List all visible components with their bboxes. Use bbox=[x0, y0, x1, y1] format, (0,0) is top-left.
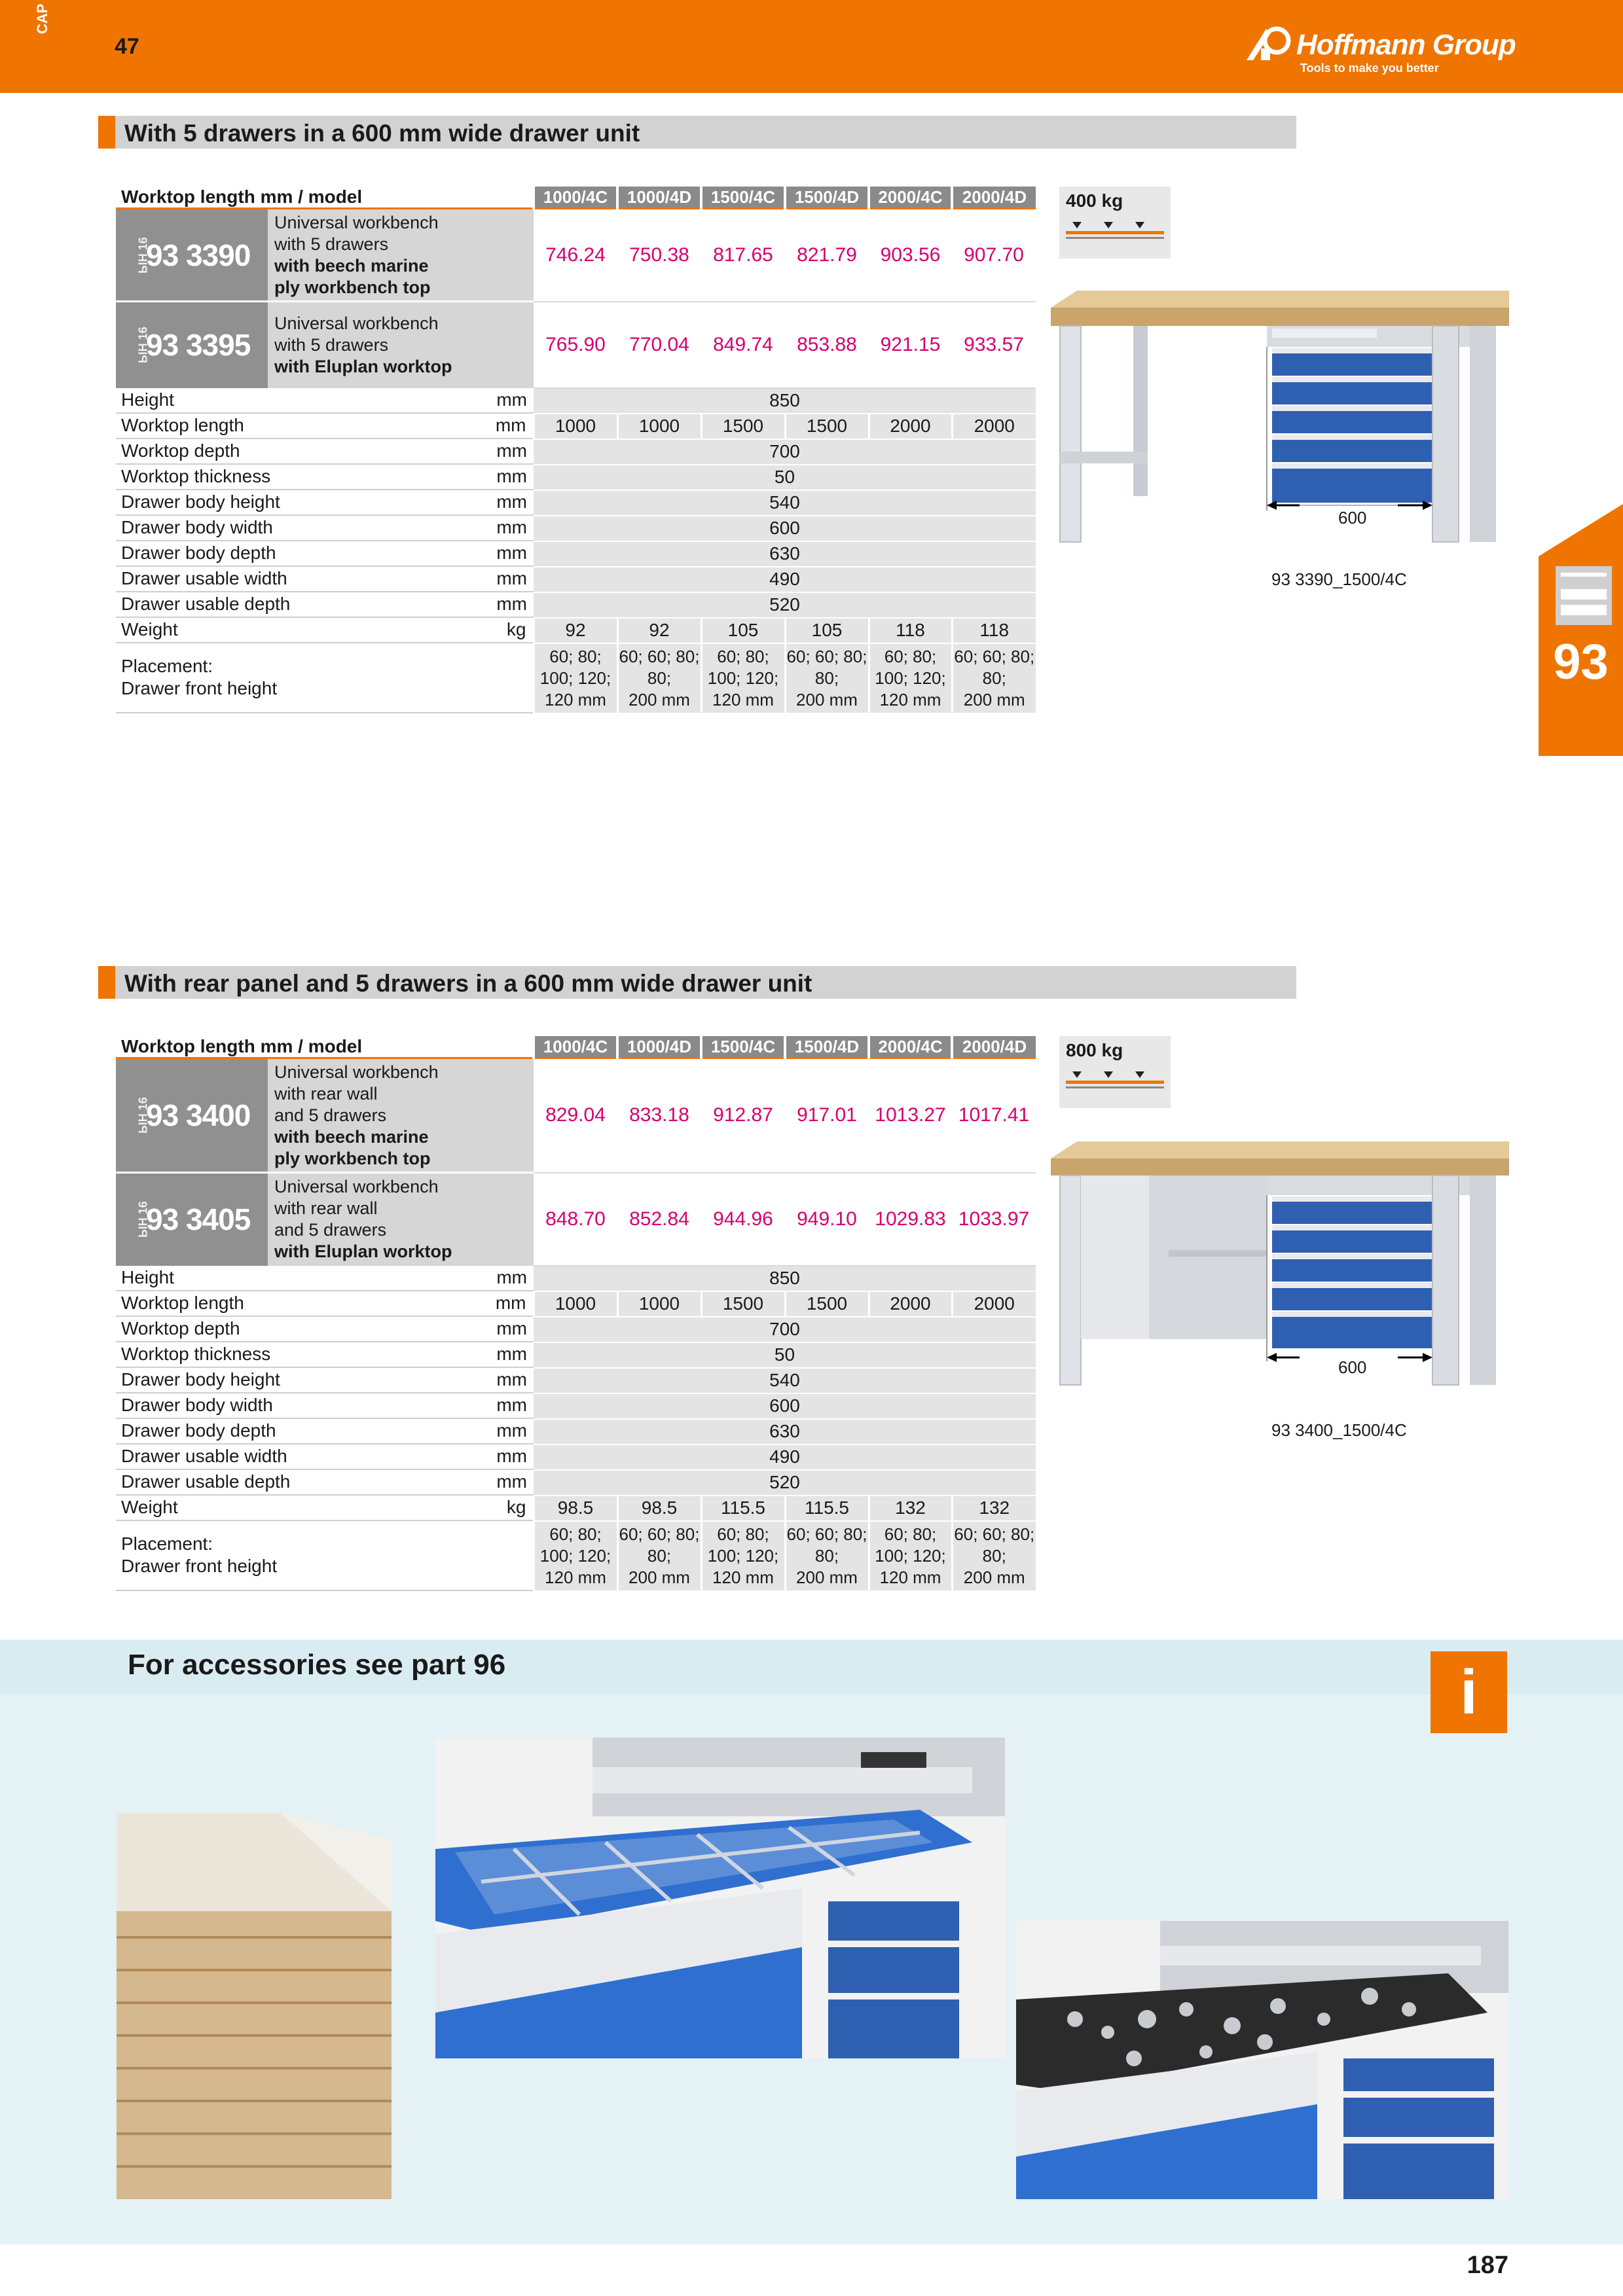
description-line-bold: with Eluplan worktop bbox=[274, 356, 452, 376]
spec-value: 1500 bbox=[701, 414, 785, 439]
price-cell: 817.65 bbox=[701, 209, 785, 302]
price-cell: 903.56 bbox=[869, 209, 952, 302]
placement-line: 80; bbox=[647, 1545, 672, 1566]
placement-line: 120 mm bbox=[879, 689, 941, 709]
spec-label-cell bbox=[116, 1444, 534, 1470]
spec-value: 700 bbox=[534, 1317, 1036, 1342]
spec-value: 520 bbox=[534, 592, 1036, 618]
placement-value bbox=[785, 1521, 869, 1590]
spec-value: 630 bbox=[534, 541, 1036, 567]
eluplan-worktop-sample-image bbox=[117, 1813, 398, 2199]
placement-line: 80; bbox=[814, 668, 839, 688]
placement-value bbox=[534, 1521, 617, 1590]
description-line: Universal workbench bbox=[274, 212, 439, 232]
accessories-band bbox=[0, 1640, 1623, 1695]
placement-sublabel: Drawer front height bbox=[121, 1556, 278, 1576]
model-header: 2000/4C bbox=[869, 187, 952, 209]
placement-line: 200 mm bbox=[629, 689, 690, 709]
model-header: 1500/4C bbox=[701, 1036, 785, 1058]
spec-unit: mm bbox=[496, 1395, 527, 1415]
drawer-fronts bbox=[1272, 1196, 1432, 1348]
brand-logo[interactable] bbox=[1244, 18, 1532, 77]
description-line: with 5 drawers bbox=[274, 334, 389, 355]
placement-line: 200 mm bbox=[796, 1567, 858, 1587]
spec-unit: kg bbox=[506, 1497, 526, 1517]
price-cell: 1029.83 bbox=[869, 1173, 952, 1266]
drawer-dividers-image bbox=[435, 1738, 1005, 2058]
placement-line: 120 mm bbox=[712, 1567, 774, 1587]
spec-label: Drawer usable width bbox=[121, 1446, 287, 1466]
spec-label: Weight bbox=[121, 1497, 178, 1517]
price-cell: 852.84 bbox=[617, 1173, 701, 1266]
section1-title: With 5 drawers in a 600 mm wide drawer unit bbox=[124, 120, 640, 147]
placement-line: 100; 120; bbox=[875, 668, 946, 688]
spec-value: 98.5 bbox=[534, 1496, 617, 1521]
spec-label-cell bbox=[116, 1368, 534, 1393]
load-capacity-badge-2 bbox=[1059, 1036, 1171, 1108]
placement-line: 100; 120; bbox=[707, 668, 779, 688]
placement-line: 200 mm bbox=[963, 1567, 1025, 1587]
spec-value: 1500 bbox=[785, 414, 869, 439]
article-prefix: ЫН 16 bbox=[136, 1201, 150, 1238]
model-header: 2000/4C bbox=[869, 1036, 952, 1058]
spec-label: Drawer body depth bbox=[121, 543, 276, 563]
spec-unit: mm bbox=[496, 568, 527, 588]
article-number-cell bbox=[116, 1173, 268, 1266]
spec-value: 490 bbox=[534, 1444, 1036, 1470]
description-line-bold: ply workbench top bbox=[274, 1148, 431, 1168]
spec-unit: kg bbox=[506, 619, 526, 639]
spec-unit: mm bbox=[496, 389, 527, 410]
article-description bbox=[268, 302, 534, 388]
spec-label: Worktop depth bbox=[121, 1318, 240, 1338]
header-label: Worktop length mm / model bbox=[116, 187, 534, 209]
placement-line: 120 mm bbox=[545, 689, 606, 709]
chapter-tab-number: 93 bbox=[1553, 634, 1609, 690]
spec-label: Worktop thickness bbox=[121, 466, 271, 486]
section1-table bbox=[116, 187, 1036, 713]
placement-value bbox=[869, 643, 952, 713]
description-line: Universal workbench bbox=[274, 1177, 439, 1197]
price-cell: 1013.27 bbox=[869, 1058, 952, 1173]
load-weight-icon bbox=[1066, 1069, 1164, 1094]
spec-label-cell bbox=[116, 516, 534, 541]
description-line-bold: ply workbench top bbox=[274, 277, 431, 297]
spec-label-cell bbox=[116, 414, 534, 439]
placement-value bbox=[701, 1521, 785, 1590]
spec-label: Worktop depth bbox=[121, 440, 240, 461]
spec-label-cell bbox=[116, 439, 534, 465]
placement-line: 60; 80; bbox=[549, 646, 602, 666]
spec-value: 132 bbox=[952, 1496, 1036, 1521]
placement-line: 120 mm bbox=[545, 1567, 606, 1587]
description-line: and 5 drawers bbox=[274, 1220, 387, 1240]
article-number: 93 3400 bbox=[146, 1098, 251, 1132]
description-line-bold: with Eluplan worktop bbox=[274, 1242, 452, 1262]
article-prefix: ЫН 16 bbox=[136, 1097, 150, 1134]
placement-line: 60; 60; 80; bbox=[954, 646, 1035, 666]
spec-unit: mm bbox=[495, 415, 526, 435]
price-cell: 921.15 bbox=[869, 302, 952, 388]
description-line: with rear wall bbox=[274, 1083, 378, 1103]
chapter-number: 47 bbox=[115, 34, 139, 59]
model-header: 1000/4C bbox=[534, 187, 617, 209]
placement-line: 60; 80; bbox=[884, 646, 937, 666]
spec-value: 540 bbox=[534, 1368, 1036, 1393]
placement-line: 80; bbox=[982, 668, 1006, 688]
image-caption-1: 93 3390_1500/4C bbox=[1271, 569, 1407, 589]
load-capacity-badge-1 bbox=[1059, 187, 1171, 259]
spec-unit: mm bbox=[496, 440, 527, 461]
placement-label-cell bbox=[116, 1521, 534, 1590]
placement-line: 120 mm bbox=[712, 689, 774, 709]
article-description bbox=[268, 1173, 534, 1266]
spec-unit: mm bbox=[495, 1293, 526, 1313]
spec-value: 115.5 bbox=[785, 1496, 869, 1521]
spec-label-cell bbox=[116, 465, 534, 490]
spec-label-cell bbox=[116, 1470, 534, 1496]
spec-value: 600 bbox=[534, 516, 1036, 541]
placement-label: Placement: bbox=[121, 656, 213, 676]
price-cell: 833.18 bbox=[617, 1058, 701, 1173]
spec-value: 850 bbox=[534, 388, 1036, 414]
page-number: 187 bbox=[1467, 2251, 1508, 2279]
spec-value: 1500 bbox=[785, 1291, 869, 1317]
model-header: 2000/4D bbox=[952, 1036, 1036, 1058]
model-header: 1000/4D bbox=[617, 187, 701, 209]
spec-unit: mm bbox=[496, 1369, 527, 1390]
spec-value: 540 bbox=[534, 490, 1036, 516]
info-icon[interactable]: i bbox=[1431, 1651, 1507, 1733]
dimension-label-2: 600 bbox=[1338, 1357, 1367, 1377]
placement-value bbox=[617, 1521, 701, 1590]
load-capacity-value: 800 kg bbox=[1066, 1040, 1123, 1060]
placement-line: 80; bbox=[814, 1545, 839, 1566]
spec-label: Drawer body depth bbox=[121, 1420, 276, 1441]
drawer-screws-image bbox=[1016, 1921, 1508, 2199]
model-header: 1000/4C bbox=[534, 1036, 617, 1058]
placement-value bbox=[952, 643, 1036, 713]
price-cell: 848.70 bbox=[534, 1173, 617, 1266]
spec-label: Height bbox=[121, 389, 174, 410]
workbench-image-1 bbox=[1051, 288, 1509, 550]
load-capacity-value: 400 kg bbox=[1066, 190, 1123, 211]
spec-unit: mm bbox=[496, 594, 527, 614]
spec-value: 2000 bbox=[952, 414, 1036, 439]
spec-unit: mm bbox=[496, 543, 527, 563]
placement-line: 60; 80; bbox=[884, 1524, 937, 1544]
spec-value: 50 bbox=[534, 465, 1036, 490]
article-number: 93 3390 bbox=[146, 238, 251, 272]
description-line: with rear wall bbox=[274, 1198, 378, 1219]
spec-label: Drawer body height bbox=[121, 492, 280, 512]
spec-unit: mm bbox=[496, 1446, 527, 1466]
placement-line: 100; 120; bbox=[539, 668, 611, 688]
spec-value: 630 bbox=[534, 1419, 1036, 1444]
spec-unit: mm bbox=[496, 466, 527, 486]
spec-label: Worktop length bbox=[121, 415, 244, 435]
hoffmann-logo-icon bbox=[1244, 22, 1295, 62]
placement-value bbox=[869, 1521, 952, 1590]
section-code: CAP bbox=[34, 3, 50, 34]
placement-line: 80; bbox=[982, 1545, 1006, 1566]
price-cell: 944.96 bbox=[701, 1173, 785, 1266]
spec-label: Drawer body width bbox=[121, 517, 273, 537]
spec-label-cell bbox=[116, 592, 534, 618]
spec-label-cell bbox=[116, 490, 534, 516]
price-cell: 829.04 bbox=[534, 1058, 617, 1173]
section1-header bbox=[98, 116, 1296, 149]
placement-value bbox=[617, 643, 701, 713]
spec-label-cell bbox=[116, 567, 534, 592]
spec-label: Worktop length bbox=[121, 1293, 244, 1313]
price-cell: 917.01 bbox=[785, 1058, 869, 1173]
spec-value: 1000 bbox=[534, 414, 617, 439]
article-number: 93 3405 bbox=[146, 1202, 251, 1237]
price-cell: 765.90 bbox=[534, 302, 617, 388]
spec-unit: mm bbox=[496, 1267, 527, 1287]
placement-line: 100; 120; bbox=[707, 1545, 779, 1566]
spec-label: Weight bbox=[121, 619, 178, 639]
header-label: Worktop length mm / model bbox=[116, 1036, 534, 1058]
spec-label-cell bbox=[116, 1496, 534, 1521]
image-caption-2: 93 3400_1500/4C bbox=[1271, 1420, 1407, 1440]
spec-unit: mm bbox=[496, 1471, 527, 1492]
placement-line: 100; 120; bbox=[875, 1545, 946, 1566]
spec-label: Drawer usable depth bbox=[121, 1471, 291, 1492]
price-cell: 907.70 bbox=[952, 209, 1036, 302]
spec-label-cell bbox=[116, 1342, 534, 1368]
price-cell: 933.57 bbox=[952, 302, 1036, 388]
article-number-cell bbox=[116, 302, 268, 388]
spec-label: Drawer usable depth bbox=[121, 594, 291, 614]
model-header: 1500/4D bbox=[785, 1036, 869, 1058]
model-header: 1500/4D bbox=[785, 187, 869, 209]
spec-unit: mm bbox=[496, 1318, 527, 1338]
spec-unit: mm bbox=[496, 492, 527, 512]
placement-line: 60; 60; 80; bbox=[954, 1524, 1035, 1544]
spec-value: 92 bbox=[534, 618, 617, 643]
placement-sublabel: Drawer front height bbox=[121, 678, 278, 698]
model-header: 2000/4D bbox=[952, 187, 1036, 209]
placement-label: Placement: bbox=[121, 1534, 213, 1554]
price-cell: 750.38 bbox=[617, 209, 701, 302]
article-description bbox=[268, 209, 534, 302]
description-line: Universal workbench bbox=[274, 313, 439, 333]
model-header: 1000/4D bbox=[617, 1036, 701, 1058]
load-weight-icon bbox=[1066, 219, 1164, 244]
spec-value: 118 bbox=[952, 618, 1036, 643]
spec-unit: mm bbox=[496, 517, 527, 537]
spec-label: Height bbox=[121, 1267, 174, 1287]
spec-value: 1000 bbox=[617, 414, 701, 439]
placement-line: 200 mm bbox=[629, 1567, 690, 1587]
placement-line: 120 mm bbox=[879, 1567, 941, 1587]
chapter-side-tab[interactable] bbox=[1539, 504, 1623, 756]
section2-table bbox=[116, 1036, 1036, 1591]
placement-line: 60; 60; 80; bbox=[619, 1524, 700, 1544]
spec-value: 105 bbox=[701, 618, 785, 643]
article-prefix: ЫН 16 bbox=[136, 327, 150, 364]
spec-label-cell bbox=[116, 541, 534, 567]
price-cell: 912.87 bbox=[701, 1058, 785, 1173]
spec-value: 50 bbox=[534, 1342, 1036, 1368]
placement-label-cell bbox=[116, 643, 534, 713]
placement-line: 200 mm bbox=[796, 689, 858, 709]
spec-label-cell bbox=[116, 618, 534, 643]
brand-tagline: Tools to make you better bbox=[1300, 62, 1439, 75]
spec-label-cell bbox=[116, 1266, 534, 1291]
drawer-cabinet-icon bbox=[1556, 566, 1612, 625]
spec-value: 2000 bbox=[869, 414, 952, 439]
placement-value bbox=[701, 643, 785, 713]
brand-name: Hoffmann Group bbox=[1296, 29, 1516, 61]
placement-line: 60; 80; bbox=[717, 1524, 769, 1544]
price-cell: 853.88 bbox=[785, 302, 869, 388]
spec-value: 2000 bbox=[952, 1291, 1036, 1317]
spec-value: 1000 bbox=[534, 1291, 617, 1317]
spec-label: Drawer usable width bbox=[121, 568, 287, 588]
spec-value: 105 bbox=[785, 618, 869, 643]
spec-value: 92 bbox=[617, 618, 701, 643]
article-description bbox=[268, 1058, 534, 1173]
spec-label-cell bbox=[116, 1393, 534, 1419]
placement-line: 80; bbox=[647, 668, 672, 688]
spec-unit: mm bbox=[496, 1420, 527, 1441]
price-cell: 849.74 bbox=[701, 302, 785, 388]
price-cell: 746.24 bbox=[534, 209, 617, 302]
spec-value: 520 bbox=[534, 1470, 1036, 1496]
spec-label-cell bbox=[116, 1291, 534, 1317]
spec-value: 118 bbox=[869, 618, 952, 643]
spec-value: 132 bbox=[869, 1496, 952, 1521]
spec-value: 1500 bbox=[701, 1291, 785, 1317]
workbench-image-2 bbox=[1051, 1139, 1509, 1401]
placement-line: 60; 60; 80; bbox=[619, 646, 700, 666]
description-line: and 5 drawers bbox=[274, 1105, 387, 1125]
placement-value bbox=[785, 643, 869, 713]
article-number: 93 3395 bbox=[146, 328, 251, 363]
placement-line: 100; 120; bbox=[539, 1545, 611, 1566]
placement-line: 60; 60; 80; bbox=[786, 1524, 867, 1544]
description-line-bold: with beech marine bbox=[274, 1126, 429, 1147]
spec-value: 700 bbox=[534, 439, 1036, 465]
spec-label: Drawer body height bbox=[121, 1369, 280, 1390]
placement-line: 60; 60; 80; bbox=[786, 646, 867, 666]
spec-value: 490 bbox=[534, 567, 1036, 592]
section2-header bbox=[98, 966, 1296, 999]
model-header: 1500/4C bbox=[701, 187, 785, 209]
price-cell: 1017.41 bbox=[952, 1058, 1036, 1173]
spec-value: 850 bbox=[534, 1266, 1036, 1291]
placement-line: 60; 80; bbox=[549, 1524, 602, 1544]
description-line: Universal workbench bbox=[274, 1062, 439, 1082]
placement-line: 200 mm bbox=[963, 689, 1025, 709]
price-cell: 949.10 bbox=[785, 1173, 869, 1266]
article-number-cell bbox=[116, 1058, 268, 1173]
price-cell: 1033.97 bbox=[952, 1173, 1036, 1266]
description-line: with 5 drawers bbox=[274, 234, 389, 254]
spec-value: 115.5 bbox=[701, 1496, 785, 1521]
spec-unit: mm bbox=[496, 1344, 527, 1364]
spec-label-cell bbox=[116, 1317, 534, 1342]
dimension-label-1: 600 bbox=[1338, 508, 1367, 528]
spec-label: Drawer body width bbox=[121, 1395, 273, 1415]
spec-value: 1000 bbox=[617, 1291, 701, 1317]
accessories-text: For accessories see part 96 bbox=[128, 1649, 506, 1681]
spec-value: 600 bbox=[534, 1393, 1036, 1419]
article-prefix: ЫН 16 bbox=[136, 236, 150, 274]
article-number-cell bbox=[116, 209, 268, 302]
spec-value: 2000 bbox=[869, 1291, 952, 1317]
placement-value bbox=[952, 1521, 1036, 1590]
spec-label: Worktop thickness bbox=[121, 1344, 271, 1364]
spec-label-cell bbox=[116, 388, 534, 414]
drawer-fronts bbox=[1272, 348, 1432, 503]
price-cell: 770.04 bbox=[617, 302, 701, 388]
spec-label-cell bbox=[116, 1419, 534, 1444]
section2-title: With rear panel and 5 drawers in a 600 mm wide drawer unit bbox=[124, 970, 812, 997]
spec-value: 98.5 bbox=[617, 1496, 701, 1521]
placement-value bbox=[534, 643, 617, 713]
placement-line: 60; 80; bbox=[717, 646, 769, 666]
description-line-bold: with beech marine bbox=[274, 255, 429, 276]
price-cell: 821.79 bbox=[785, 209, 869, 302]
